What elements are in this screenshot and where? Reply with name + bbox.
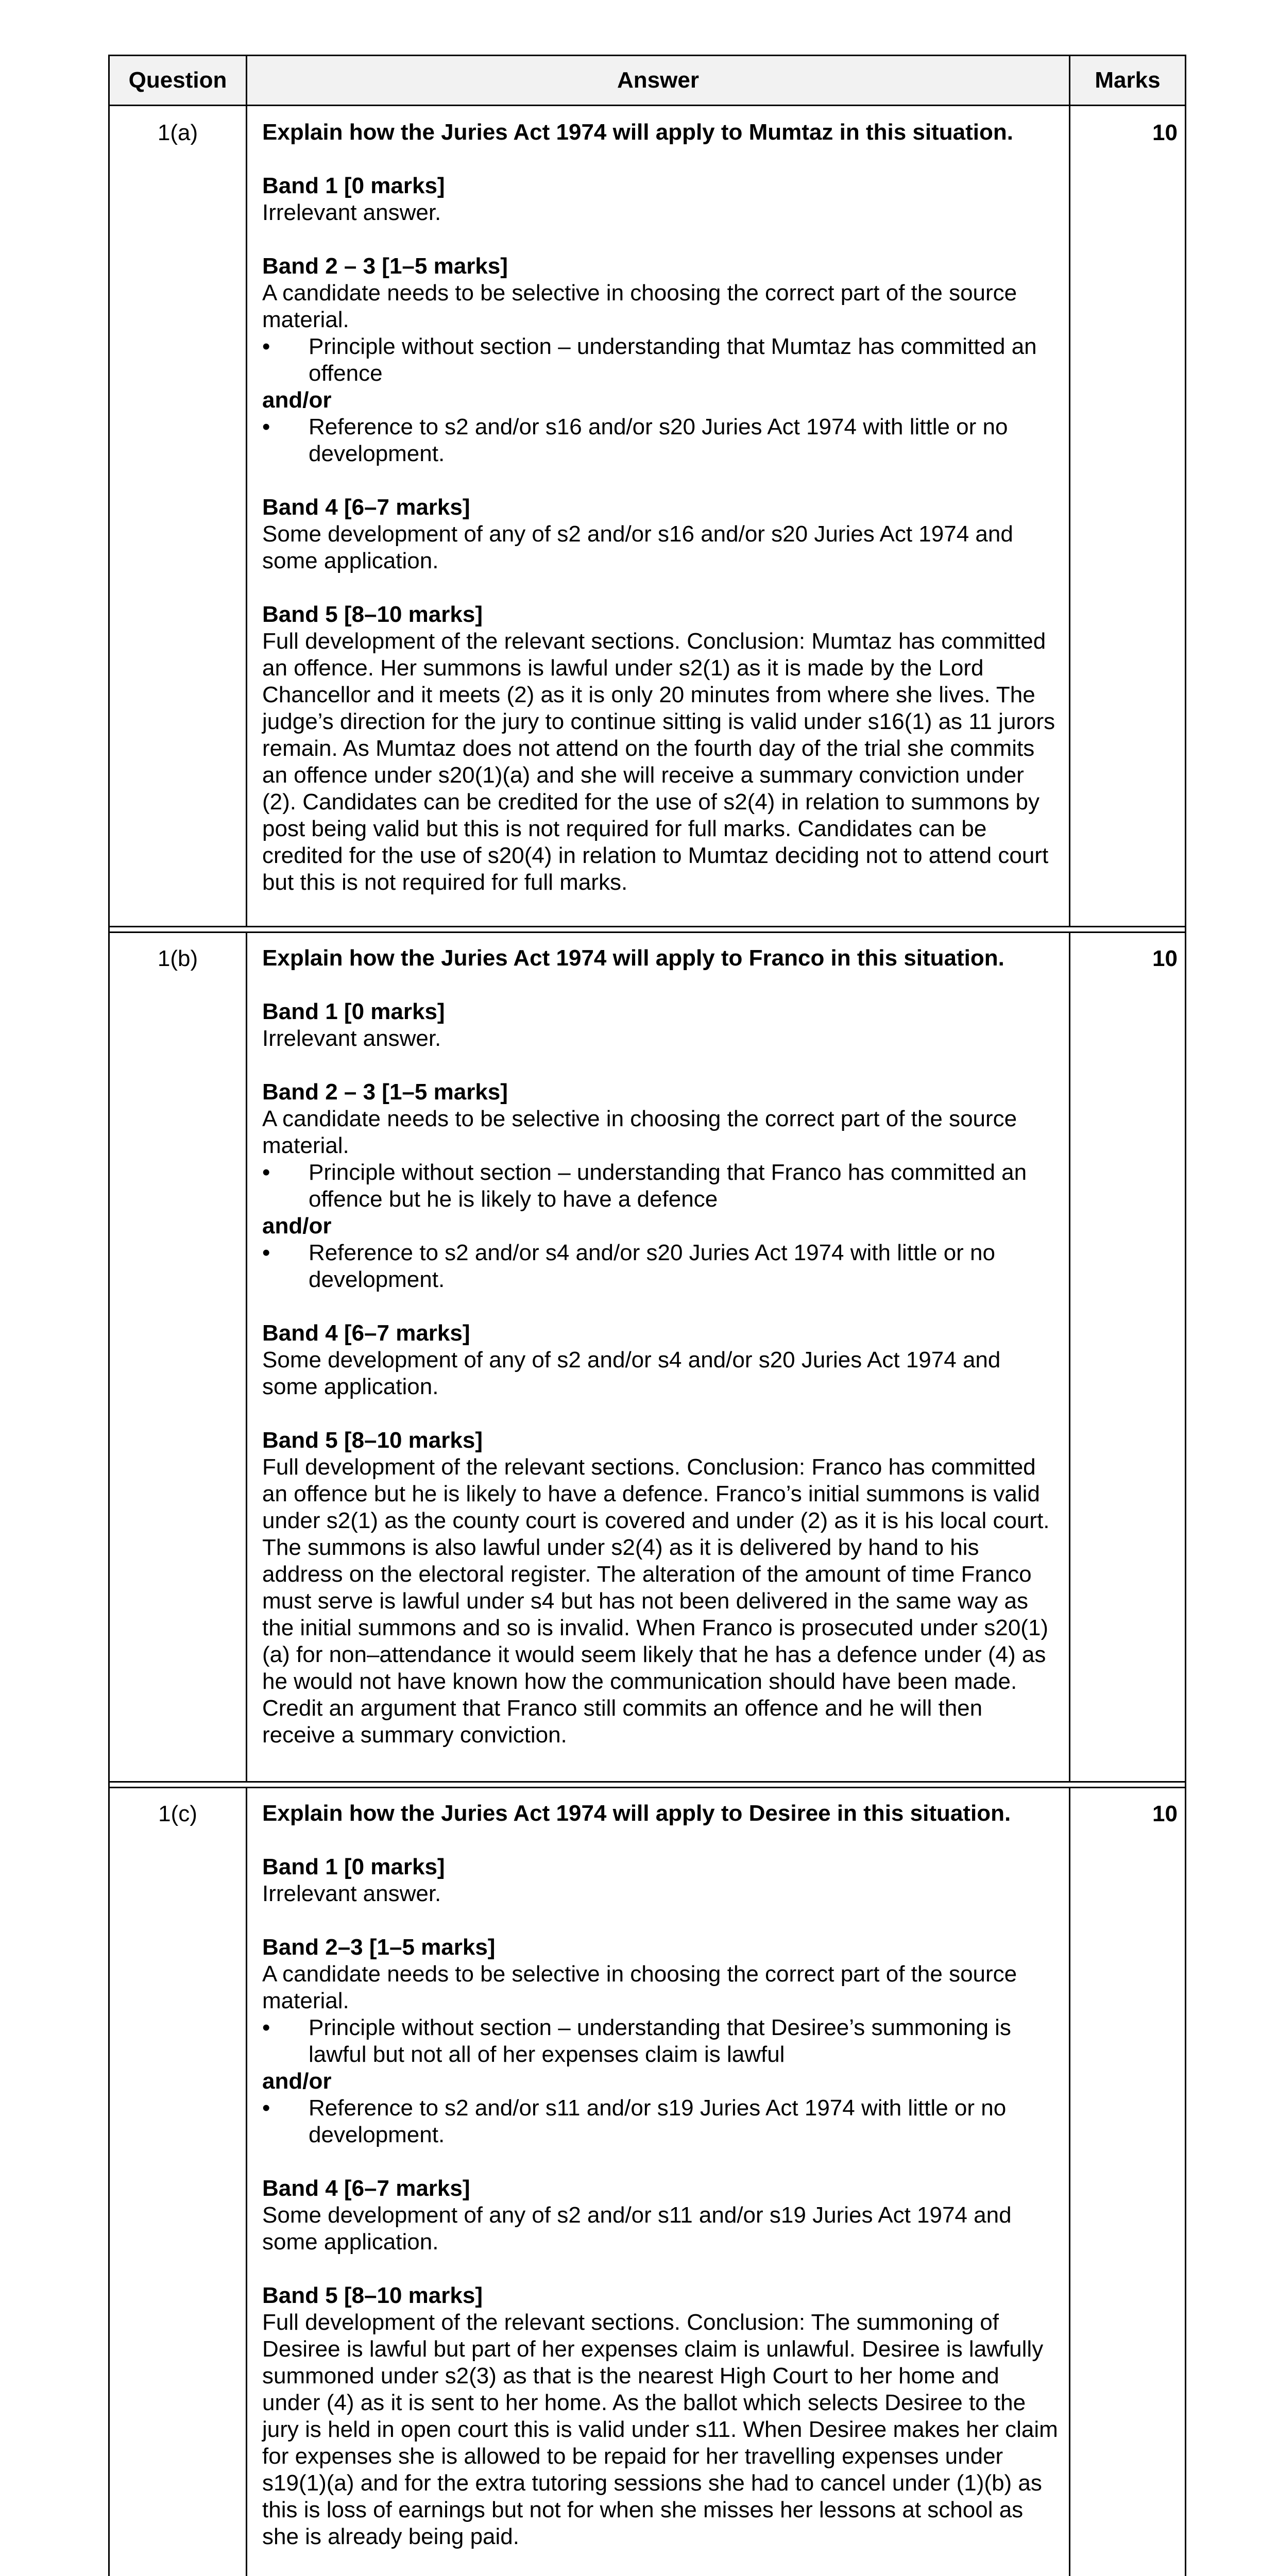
mark-scheme-table — [108, 55, 1186, 2576]
answer-cell — [262, 119, 1061, 896]
answer-cell — [262, 1800, 1061, 2550]
bullet-text: Principle without section – understanding that Mumtaz has committed an offence — [309, 334, 1037, 386]
band-title: Band 5 [8–10 marks] — [262, 1428, 483, 1453]
bullet-text: Principle without section – understanding that Franco has committed an offence but he is likely to have a defence — [309, 1160, 1027, 1212]
band-text: Some development of any of s2 and/or s11 and/or s19 Juries Act 1974 and some application. — [262, 2202, 1012, 2255]
band-text: Full development of the relevant sections. Conclusion: Mumtaz has committed an offence. Her summons is lawful under s2(1) as it is made by the Lord Chancellor and it meets (2) as it is only 20 minutes from where she lives. The judge’s direction for the jury to continue sitting is valid under s16(1) as 11 jurors remain. As Mumtaz does not attend on the fourth day of the trial she commits an offence under s20(1)(a) and she will receive a summary conviction under (2). Candidates can be credited for the use of s2(4) in relation to summons by post being valid but this is not required for full marks. Candidates can be credited for the use of s20(4) in relation to Mumtaz deciding not to attend court but this is not required for full marks. — [262, 629, 1055, 895]
marks-value: 10 — [1152, 1801, 1178, 1826]
bullet-item: • Reference to s2 and/or s11 and/or s19 Juries Act 1974 with little or no development. — [262, 2095, 1061, 2148]
band-text: A candidate needs to be selective in choosing the correct part of the source material. — [262, 1961, 1017, 2013]
bullet-text: Principle without section – understanding that Desiree’s summoning is lawful but not all of her expenses claim is lawful — [309, 2015, 1011, 2067]
band-title: Band 2–3 [1–5 marks] — [262, 1935, 496, 1960]
question-number: 1(c) — [158, 1801, 197, 1826]
band-text: Full development of the relevant sections. Conclusion: The summoning of Desiree is lawful but part of her expenses claim is unlawful. Desiree is lawfully summoned under s2(3) as that is the nearest High Court to her home and under (4) as it is sent to her home. As the ballot which selects Desiree to the jury is held in open court this is valid under s11. When Desiree makes her claim for expenses she is allowed to be repaid for her travelling expenses under s19(1)(a) and for the extra tutoring sessions she had to cancel under (1)(b) as this is loss of earnings but not for when she misses her lessons at school as she is already being paid. — [262, 2310, 1058, 2549]
bullet-item: • Reference to s2 and/or s4 and/or s20 Juries Act 1974 with little or no development. — [262, 1240, 1061, 1293]
bullet-text: Reference to s2 and/or s11 and/or s19 Juries Act 1974 with little or no development. — [309, 2095, 1007, 2147]
band-title: Band 4 [6–7 marks] — [262, 2176, 470, 2201]
row-divider — [110, 1781, 1185, 1788]
bullet-item: • Principle without section – understanding that Mumtaz has committed an offence — [262, 333, 1061, 387]
band-text: Full development of the relevant sections. Conclusion: Franco has committed an offence but he is likely to have a defence. Franco’s initial summons is valid under s2(1) as the county court is covered and under (2) as it is his local court. The summons is also lawful under s2(4) as it is delivered by hand to his address on the electoral register. The alteration of the amount of time Franco must serve is lawful under s4 but has not been delivered in the same way as the initial summons and so is invalid. When Franco is prosecuted under s20(1)(a) for non–attendance it would seem likely that he has a defence under (4) as he would not have known how the communication should have been made. Credit an argument that Franco still commits an offence and he will then receive a summary conviction. — [262, 1454, 1050, 1748]
band-text: Some development of any of s2 and/or s16 and/or s20 Juries Act 1974 and some application. — [262, 521, 1013, 573]
band-text: Irrelevant answer. — [262, 1881, 441, 1906]
band-title: Band 1 [0 marks] — [262, 173, 445, 198]
header-question: Question — [110, 56, 246, 105]
band-title: Band 2 – 3 [1–5 marks] — [262, 253, 508, 279]
question-heading: Explain how the Juries Act 1974 will apply to Mumtaz in this situation. — [262, 120, 1013, 145]
header-answer: Answer — [247, 56, 1069, 105]
row-divider — [110, 926, 1185, 933]
conjunction: and/or — [262, 1213, 332, 1239]
band-title: Band 1 [0 marks] — [262, 1854, 445, 1879]
bullet-item: • Principle without section – understanding that Franco has committed an offence but he is likely to have a defence — [262, 1159, 1061, 1213]
band-title: Band 5 [8–10 marks] — [262, 602, 483, 627]
bullet-text: Reference to s2 and/or s4 and/or s20 Juries Act 1974 with little or no development. — [309, 1240, 995, 1292]
conjunction: and/or — [262, 387, 332, 413]
band-text: A candidate needs to be selective in choosing the correct part of the source material. — [262, 280, 1017, 332]
marks-value: 10 — [1152, 946, 1178, 971]
band-title: Band 4 [6–7 marks] — [262, 1320, 470, 1346]
question-heading: Explain how the Juries Act 1974 will apply to Desiree in this situation. — [262, 1801, 1011, 1826]
marks-value: 10 — [1152, 120, 1178, 145]
header-marks: Marks — [1070, 56, 1185, 105]
question-number: 1(a) — [157, 120, 198, 145]
question-number: 1(b) — [157, 946, 198, 971]
band-text: Some development of any of s2 and/or s4 and/or s20 Juries Act 1974 and some application. — [262, 1347, 1001, 1399]
band-text: Irrelevant answer. — [262, 200, 441, 225]
conjunction: and/or — [262, 2069, 332, 2094]
header-divider — [110, 105, 1185, 106]
band-text: A candidate needs to be selective in choosing the correct part of the source material. — [262, 1106, 1017, 1158]
band-title: Band 1 [0 marks] — [262, 999, 445, 1024]
answer-cell — [262, 945, 1061, 1749]
column-divider — [246, 56, 247, 2576]
bullet-text: Reference to s2 and/or s16 and/or s20 Juries Act 1974 with little or no development. — [309, 414, 1008, 466]
column-divider — [1069, 56, 1070, 2576]
bullet-item: • Principle without section – understanding that Desiree’s summoning is lawful but not all of her expenses claim is lawful — [262, 2014, 1061, 2068]
band-title: Band 2 – 3 [1–5 marks] — [262, 1079, 508, 1105]
band-text: Irrelevant answer. — [262, 1026, 441, 1051]
band-title: Band 4 [6–7 marks] — [262, 495, 470, 520]
bullet-item: • Reference to s2 and/or s16 and/or s20 Juries Act 1974 with little or no development. — [262, 414, 1061, 467]
question-heading: Explain how the Juries Act 1974 will apply to Franco in this situation. — [262, 945, 1004, 971]
band-title: Band 5 [8–10 marks] — [262, 2283, 483, 2308]
